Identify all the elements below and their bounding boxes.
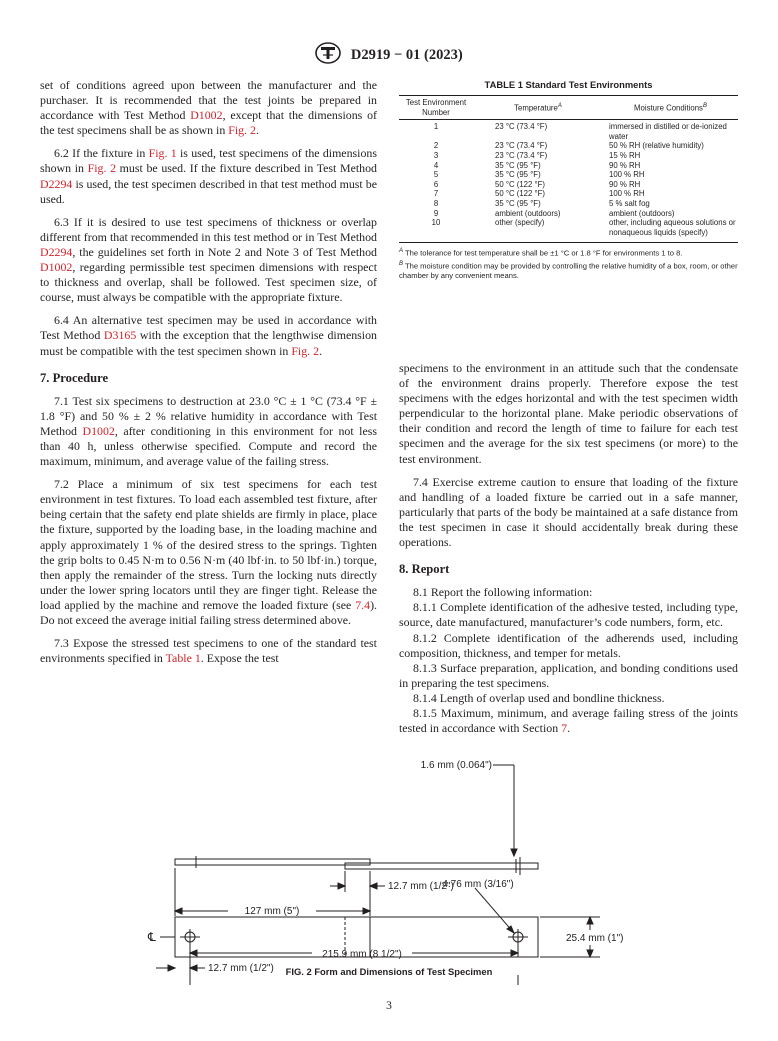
paragraph-8-1: 8.1 Report the following information:: [413, 585, 593, 600]
cell-temperature: 50 °C (122 °F): [495, 189, 546, 199]
table-row: [399, 218, 738, 239]
col-header-number: Test Environment Number: [399, 96, 473, 120]
link-fig-2[interactable]: Fig. 2: [291, 343, 320, 358]
cell-moisture: ambient (outdoors): [609, 208, 675, 218]
figure-2-total-dimension: [0, 975, 778, 995]
table-1-block: [399, 79, 738, 281]
paragraph-7-2: 7.2 Place a minimum of six test specimens for each test environment in test fixtures. To load each assembled test fixture, after being certain that the safety end plate shields are firmly in place, place the fixture, supported by the loading base, in the loading machine and apply approximately 1 % of the desired stress to the springs. Tighten the grip bolts to 0.45 N·m to 0.56 N·m (40 lbf·in. to 50 lbf·in.) torque, then apply the remainder of the stress. Turn the locking nuts directly under the lower spring locators until they are finger tight. Release the load applied by the machine and remove the loaded fixture (see 7.4). Do not exceed the average initial failing stress determined above.: [40, 477, 377, 627]
section-8-heading: 8. Report: [399, 562, 450, 577]
link-fig-1[interactable]: Fig. 1: [148, 146, 177, 161]
cell-number: 4: [433, 160, 439, 170]
cell-number: 8: [433, 198, 439, 208]
side-view-upper-strip: [175, 859, 370, 865]
astm-logo-icon: [315, 42, 341, 69]
table-row: [399, 189, 738, 199]
cell-moisture: immersed in distilled or de-ionized water: [609, 122, 727, 141]
cell-moisture: 90 % RH: [609, 160, 641, 170]
paragraph-7-4: 7.4 Exercise extreme caution to ensure that loading of the fixture and handling of a loaded fixture be carried out in a safe manner, particularly that parts of the body be maintained at a safe distance from the test specimen in case it should accidentally break during these operations.: [399, 474, 738, 550]
dim-width-label: 25.4 mm (1"): [566, 933, 624, 944]
right-column: [399, 361, 738, 736]
cell-number: 3: [433, 150, 439, 160]
col-header-moisture: Moisture Conditions$^B$: [603, 96, 738, 120]
paragraph-6-1-continued: set of conditions agreed upon between the manufacturer and the purchaser. It is recommended that the test joints be prepared in accordance with Test Method D1002, except that the dimensions of the test specimens shall be as shown in Fig. 2.: [40, 78, 377, 138]
table-row: [399, 120, 738, 142]
dim-length-label: 127 mm (5"): [244, 906, 300, 917]
table-1: [399, 95, 738, 239]
document-designation: D2919 − 01 (2023): [350, 47, 463, 63]
paragraph-8-1-1: 8.1.1 Complete identification of the adhesive tested, including type, source, date manufactured, manufacturer’s code numbers, form, etc.: [399, 600, 738, 630]
cell-temperature: 23 °C (73.4 °F): [495, 122, 548, 132]
table-1-caption: TABLE 1 Standard Test Environments: [484, 79, 653, 90]
cell-number: 6: [433, 179, 439, 189]
link-d2294[interactable]: D2294: [40, 244, 73, 259]
cell-number: 5: [433, 170, 439, 180]
dim-total-label: 215.9 mm (8 1/2"): [322, 949, 402, 960]
table-header-row: [399, 96, 738, 120]
link-d1002[interactable]: D1002: [40, 260, 73, 275]
document-header: [0, 42, 778, 69]
cell-temperature: 50 °C (122 °F): [495, 179, 546, 189]
paragraph-6-2: 6.2 If the fixture in Fig. 1 is used, test specimens of the dimensions shown in Fig. 2 must be used. If the fixture described in Test Method D2294 is used, the test specimen described in that test method must be used.: [40, 146, 377, 206]
paragraph-8-1-5: 8.1.5 Maximum, minimum, and average failing stress of the joints tested in accordance with Section 7.: [399, 705, 738, 736]
link-fig-2[interactable]: Fig. 2: [228, 123, 257, 138]
table-row: [399, 209, 738, 219]
footnote-b: $^B$ The moisture condition may be provided by controlling the relative humidity of a box, room, or other chamber by any convenient means.: [399, 260, 738, 281]
link-section-7-4[interactable]: 7.4: [355, 597, 371, 612]
cell-temperature: ambient (outdoors): [495, 208, 561, 218]
cell-moisture: 100 % RH: [609, 189, 645, 199]
side-view-lower-strip: [345, 863, 538, 869]
table-row: [399, 199, 738, 209]
paragraph-6-4: 6.4 An alternative test specimen may be used in accordance with Test Method D3165 with the exception that the lengthwise dimension must be compatible with the test specimen shown in Fig. 2.: [40, 313, 377, 358]
dim-overlap-label: 12.7 mm (1/2"): [388, 881, 454, 892]
table-row: [399, 151, 738, 161]
cell-temperature: 35 °C (95 °F): [495, 198, 541, 208]
table-row: [399, 161, 738, 171]
link-d2294[interactable]: D2294: [40, 176, 73, 191]
paragraph-7-1: 7.1 Test six specimens to destruction at 23.0 °C ± 1 °C (73.4 °F ± 1.8 °F) and 50 % ± 2 % relative humidity in accordance with Test Method D1002, after conditioning in this environment for not less than 40 h, unless otherwise specified. Compute and record the maximum, minimum, and average value of the failing stress.: [40, 393, 377, 469]
table-1-footnotes: [399, 242, 738, 281]
col-header-temperature: Temperature$^A$: [473, 96, 603, 120]
cell-moisture: 15 % RH: [609, 150, 641, 160]
page-number: 3: [386, 1000, 392, 1012]
cell-number: 9: [433, 208, 439, 218]
left-column: [40, 78, 377, 666]
paragraph-8-1-3: 8.1.3 Surface preparation, application, and bonding conditions used in preparing the test specimens.: [399, 660, 738, 690]
link-d3165[interactable]: D3165: [103, 328, 137, 343]
paragraph-8-1-2: 8.1.2 Complete identification of the adherends used, including composition, thickness, and temper for metals.: [399, 630, 738, 660]
link-d1002[interactable]: D1002: [190, 108, 223, 123]
centerline-symbol: ℄: [148, 930, 156, 944]
dim-total-line: [0, 945, 778, 967]
cell-temperature: 35 °C (95 °F): [495, 170, 541, 180]
paragraph-7-3: 7.3 Expose the stressed test specimens to one of the standard test environments specified in Table 1. Expose the test: [40, 636, 377, 666]
cell-moisture: 5 % salt fog: [609, 198, 650, 208]
cell-number: 10: [431, 218, 441, 228]
cell-moisture: 100 % RH: [609, 170, 645, 180]
table-row: [399, 141, 738, 151]
dim-hole-label: 4.76 mm (3/16"): [442, 879, 514, 890]
cell-temperature: 23 °C (73.4 °F): [495, 141, 548, 151]
paragraph-7-3-continued: specimens to the environment in an attitude such that the condensate of the environment drains properly. Therefore expose the test specimens with the edges horizontal and with the test specimen width perpendicular to the horizontal plane. Make periodic observations of their condition and record the length of time to failure for each test specimen and the average for the six test specimens (or more) to the test environment.: [399, 361, 738, 466]
link-table-1[interactable]: Table 1: [165, 651, 201, 666]
table-row: [399, 180, 738, 190]
cell-temperature: 35 °C (95 °F): [495, 160, 541, 170]
cell-temperature: other (specify): [495, 218, 545, 228]
link-d1002[interactable]: D1002: [82, 423, 115, 438]
dim-thickness-label: 1.6 mm (0.064"): [420, 760, 492, 771]
link-section-7[interactable]: 7: [561, 721, 568, 736]
paragraph-6-3: 6.3 If it is desired to use test specimens of thickness or overlap different from that recommended in this test method or in Test Method D2294, the guidelines set forth in Note 2 and Note 3 of Test Method D1002, regarding permissible test specimen dimensions with respect to thickness and overlap, shall be followed. Test specimen size, of course, must always be compatible with the appropriate fixture.: [40, 214, 377, 305]
cell-number: 7: [433, 189, 439, 199]
cell-moisture: 50 % RH (relative humidity): [609, 141, 704, 151]
table-row: [399, 170, 738, 180]
paragraph-8-1-4: 8.1.4 Length of overlap used and bondline thickness.: [413, 690, 665, 705]
dim-hole-offset-label: 12.7 mm (1/2"): [208, 963, 274, 974]
cell-number: 2: [433, 141, 439, 151]
link-fig-2[interactable]: Fig. 2: [87, 161, 117, 176]
section-7-heading: 7. Procedure: [40, 370, 109, 385]
cell-moisture: 90 % RH: [609, 179, 641, 189]
footnote-a: $^A$ The tolerance for test temperature shall be ±1 °C or 1.8 °F for environments 1 to 8.: [399, 248, 683, 258]
cell-moisture: other, including aqueous solutions or nonaqueous liquids (specify): [609, 218, 736, 237]
cell-number: 1: [433, 122, 439, 132]
figure-2-drawing: [0, 740, 778, 980]
cell-temperature: 23 °C (73.4 °F): [495, 150, 548, 160]
figure-2-caption: FIG. 2 Form and Dimensions of Test Specimen: [285, 966, 493, 977]
